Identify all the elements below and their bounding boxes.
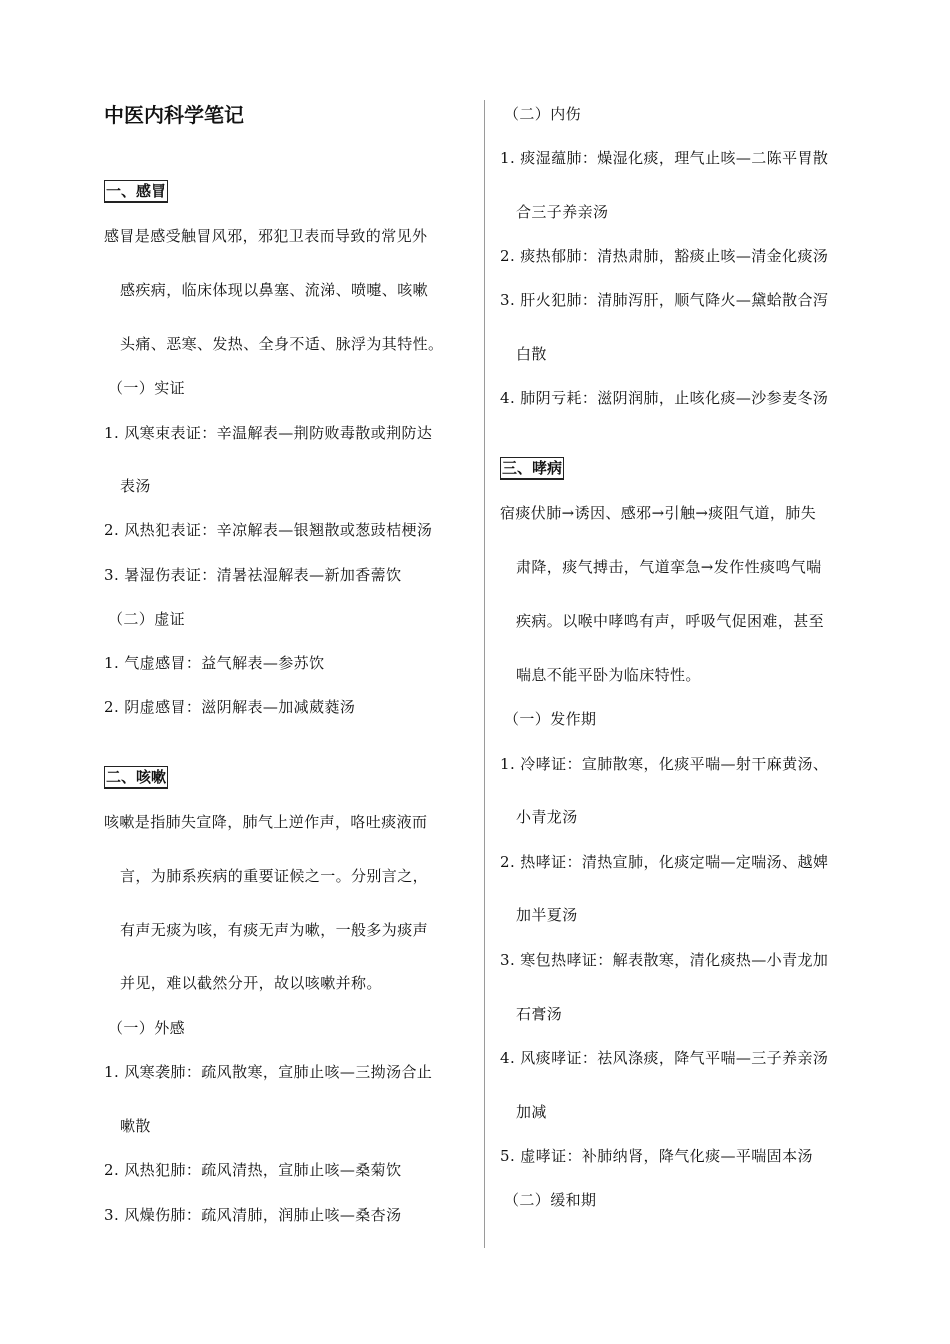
subheading: （二）缓和期	[504, 1191, 597, 1209]
paragraph-line: 疾病。以喉中哮鸣有声，呼吸气促困难，甚至	[516, 612, 825, 630]
column-divider	[484, 100, 485, 1248]
paragraph-line: 头痛、恶寒、发热、全身不适、脉浮为其特性。	[120, 335, 444, 353]
list-item: 1. 风寒袭肺：疏风散寒，宣肺止咳—三拗汤合止	[104, 1063, 433, 1081]
paragraph-line: 咳嗽是指肺失宣降，肺气上逆作声，咯吐痰液而	[104, 813, 428, 831]
list-item: 1. 痰湿蕴肺：燥湿化痰，理气止咳—二陈平胃散	[500, 149, 829, 167]
page-title: 中医内科学笔记	[104, 103, 244, 127]
paragraph-line: 言，为肺系疾病的重要证候之一。分别言之，	[120, 867, 429, 885]
list-item-continuation: 石膏汤	[516, 1005, 563, 1023]
section-heading-cough: 二、咳嗽	[104, 766, 168, 789]
paragraph-line: 肃降，痰气搏击，气道挛急→发作性痰鸣气喘	[516, 558, 822, 576]
list-item: 3. 寒包热哮证：解表散寒，清化痰热—小青龙加	[500, 951, 829, 969]
section-heading-asthma: 三、哮病	[500, 457, 564, 480]
paragraph-line: 感疾病，临床体现以鼻塞、流涕、喷嚏、咳嗽	[120, 281, 429, 299]
list-item: 4. 风痰哮证：祛风涤痰，降气平喘—三子养亲汤	[500, 1049, 829, 1067]
subheading: （二）内伤	[504, 105, 582, 123]
list-item: 2. 阴虚感冒：滋阴解表—加减葳蕤汤	[104, 698, 356, 716]
list-item: 5. 虚哮证：补肺纳肾，降气化痰—平喘固本汤	[500, 1147, 813, 1165]
list-item: 4. 肺阴亏耗：滋阴润肺，止咳化痰—沙参麦冬汤	[500, 389, 829, 407]
list-item: 3. 暑湿伤表证：清暑祛湿解表—新加香薷饮	[104, 566, 402, 584]
list-item: 2. 风热犯肺：疏风清热，宣肺止咳—桑菊饮	[104, 1161, 402, 1179]
list-item-continuation: 嗽散	[120, 1117, 151, 1135]
list-item-continuation: 白散	[516, 345, 547, 363]
subheading: （一）外感	[108, 1019, 186, 1037]
list-item: 1. 冷哮证：宣肺散寒，化痰平喘—射干麻黄汤、	[500, 755, 829, 773]
list-item: 2. 风热犯表证：辛凉解表—银翘散或葱豉桔梗汤	[104, 521, 433, 539]
section-heading-cold: 一、感冒	[104, 180, 168, 203]
list-item: 3. 风燥伤肺：疏风清肺，润肺止咳—桑杏汤	[104, 1206, 402, 1224]
list-item-continuation: 加减	[516, 1103, 547, 1121]
paragraph-line: 喘息不能平卧为临床特性。	[516, 666, 701, 684]
paragraph-line: 感冒是感受触冒风邪，邪犯卫表而导致的常见外	[104, 227, 428, 245]
list-item-continuation: 表汤	[120, 477, 151, 495]
list-item-continuation: 小青龙汤	[516, 808, 578, 826]
list-item: 1. 风寒束表证：辛温解表—荆防败毒散或荆防达	[104, 424, 433, 442]
list-item: 2. 热哮证：清热宣肺，化痰定喘—定喘汤、越婢	[500, 853, 829, 871]
subheading: （一）发作期	[504, 710, 597, 728]
subheading: （一）实证	[108, 379, 186, 397]
paragraph-line: 并见，难以截然分开，故以咳嗽并称。	[120, 974, 382, 992]
list-item: 2. 痰热郁肺：清热肃肺，豁痰止咳—清金化痰汤	[500, 247, 829, 265]
list-item-continuation: 加半夏汤	[516, 906, 578, 924]
list-item: 1. 气虚感冒：益气解表—参苏饮	[104, 654, 325, 672]
subheading: （二）虚证	[108, 610, 186, 628]
paragraph-line: 有声无痰为咳，有痰无声为嗽，一般多为痰声	[120, 921, 429, 939]
paragraph-line: 宿痰伏肺→诱因、感邪→引触→痰阻气道，肺失	[500, 504, 817, 522]
list-item-continuation: 合三子养亲汤	[516, 203, 609, 221]
list-item: 3. 肝火犯肺：清肺泻肝，顺气降火—黛蛤散合泻	[500, 291, 829, 309]
